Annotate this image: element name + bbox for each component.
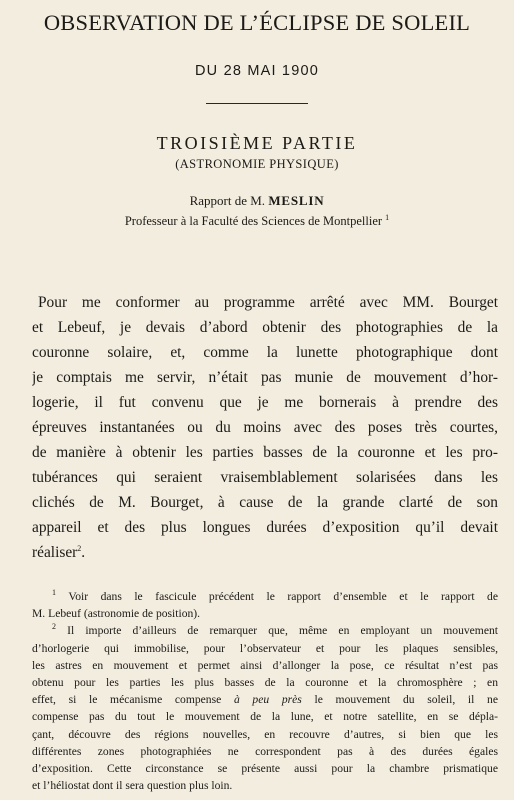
footnote-2-line: çant, découvre des régions nouvelles, en recouvre d’autres, si bien que les	[32, 727, 498, 741]
footnote-2-line: différentes zones photographiées ne correspondent pas à des durées égales	[32, 744, 498, 758]
body-line: de manière à obtenir les parties basses de la couronne et les pro-	[32, 444, 498, 461]
part-subtitle: (ASTRONOMIE PHYSIQUE)	[175, 157, 339, 171]
footnote-2-line: obtenu pour les parties les plus basses de la couronne et la chromosphère ; en	[32, 675, 498, 689]
footnote-1-marker: 1	[52, 588, 56, 598]
part-title: TROISIÈME PARTIE	[156, 133, 358, 153]
body-line: Pour me conformer au programme arrêté avec MM. Bourget	[38, 294, 498, 311]
report-byline	[0, 193, 514, 209]
body-line: logerie, il fut convenu que je me bornerais à prendre des	[32, 394, 498, 411]
body-line: appareil et des plus longues durées d’exposition qu’il devait	[32, 519, 498, 536]
body-paragraph	[32, 290, 498, 565]
footnote-2-line	[32, 691, 498, 708]
footnote-2-line: les astres en mouvement et permet ainsi d’allonger la pose, ce résultat n’est pas	[32, 658, 498, 672]
footnote-1-text: Voir dans le fascicule précédent le rapport d’ensemble et le rapport de	[68, 590, 498, 603]
footnote-2-text: effet, si le mécanisme compense	[32, 693, 222, 707]
footnote-2-line: et l’héliostat dont il sera question plus loin.	[32, 779, 233, 793]
affiliation-text: Professeur à la Faculté des Sciences de Montpellier	[124, 214, 383, 228]
footnote-ref-2: 2	[77, 543, 82, 553]
footnote-ref-1: 1	[385, 212, 390, 222]
body-line: tubérances qui seraient vraisemblablement solarisées dans les	[32, 469, 498, 486]
footnote-2-text: Il importe d’ailleurs de remarquer que, même en employant un mouvement	[67, 624, 498, 638]
footnote-2-line	[32, 622, 498, 639]
footnote-2-line: d’exposition. Cette circonstance se présente aussi pour la chambre prismatique	[32, 761, 498, 775]
author-affiliation	[0, 214, 514, 229]
footnote-2-line: compense pas du tout le mouvement de la lune, et notre satellite, en se dépla-	[32, 710, 498, 724]
page-date: DU 28 MAI 1900	[195, 63, 319, 79]
body-line: épreuves instantanées ou du moins avec des poses très courtes,	[32, 419, 498, 436]
title-divider	[206, 103, 308, 104]
body-last-text: réaliser	[32, 544, 78, 561]
body-line: et Lebeuf, je devais d’abord obtenir des photographies de la	[32, 319, 498, 336]
footnote-1-line	[32, 588, 498, 605]
footnote-2-text: le mouvement du soleil, il ne	[314, 693, 498, 707]
footnote-2-line: d’horlogerie qui immobilise, pour l’observateur et pour les plaques sensibles,	[32, 641, 498, 655]
footnote-1-line: M. Lebeuf (astronomie de position).	[32, 607, 201, 621]
body-line: couronne solaire, et, comme la lunette photographique dont	[32, 344, 498, 361]
report-prefix: Rapport de M.	[189, 193, 266, 208]
footnote-2-marker: 2	[52, 622, 56, 632]
footnote-2-italic: à peu près	[233, 693, 302, 707]
report-author: MESLIN	[268, 193, 325, 208]
body-line: clichés de M. Bourget, à cause de la grande clarté de son	[32, 494, 498, 511]
page-title: OBSERVATION DE L’ÉCLIPSE DE SOLEIL	[43, 10, 471, 35]
body-line: je comptais me servir, n’était pas munie de mouvement d’hor-	[32, 369, 498, 386]
body-line-last: réaliser$^2$.	[32, 543, 86, 561]
footnotes	[32, 588, 498, 794]
